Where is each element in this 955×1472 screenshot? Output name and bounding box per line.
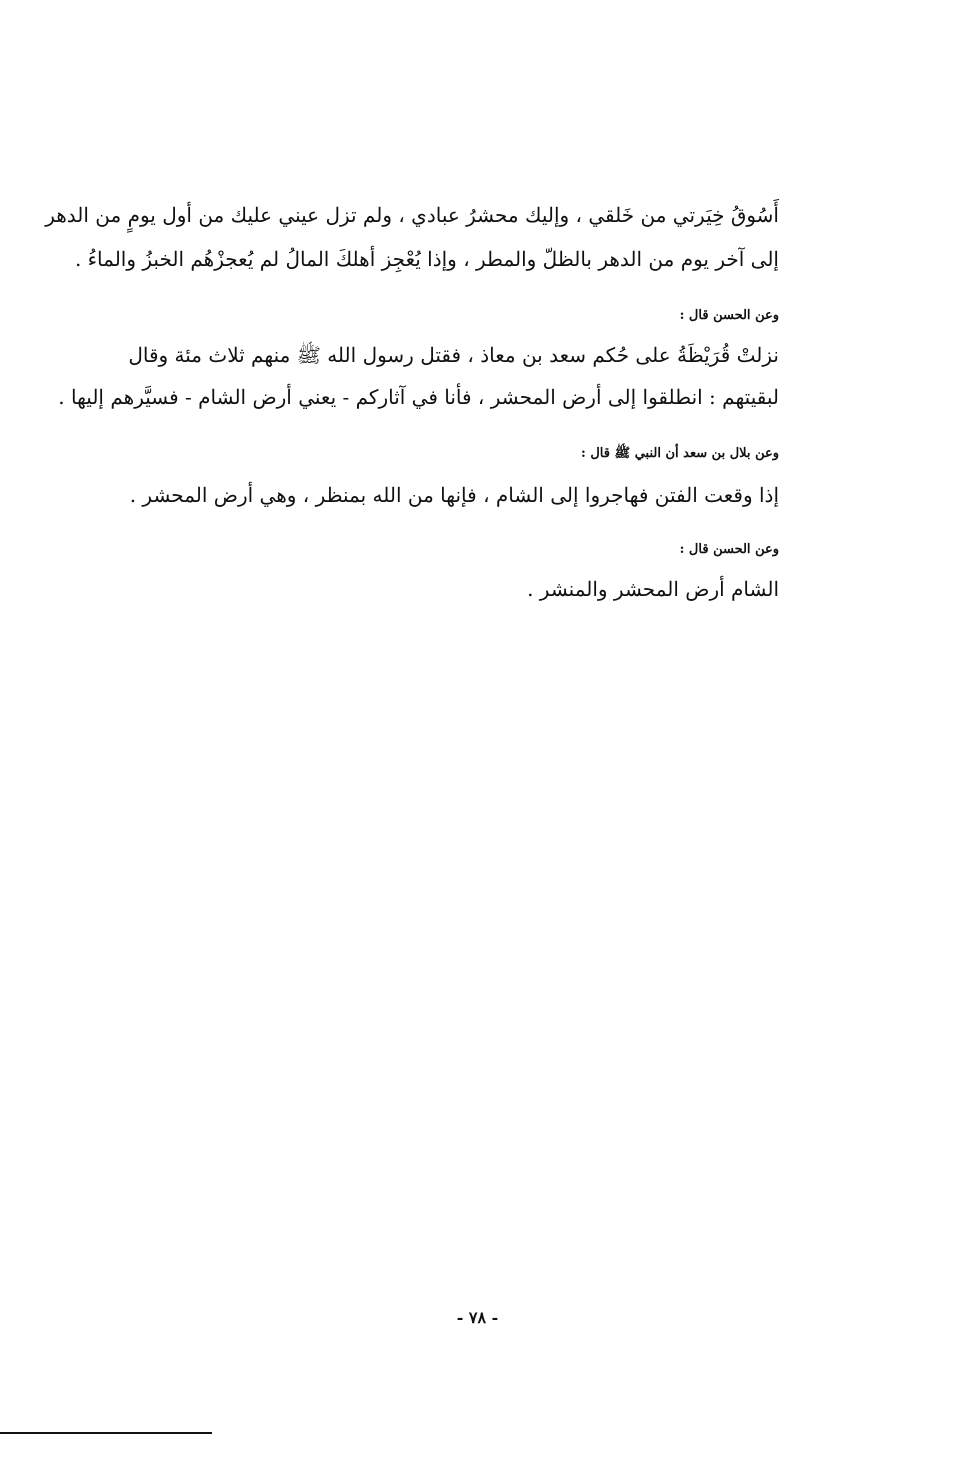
paragraph-2-line-2: لبقيتهم : انطلقوا إلى أرض المحشر ، فأنا في آثاركم - يعني أرض الشام - فسيَّرهم إليها . xyxy=(58,385,779,409)
footer-rule xyxy=(0,1432,212,1434)
paragraph-3-line-1: إذا وقعت الفتن فهاجروا إلى الشام ، فإنها من الله بمنظر ، وهي أرض المحشر . xyxy=(129,483,779,507)
paragraph-4-line-1: الشام أرض المحشر والمنشر . xyxy=(527,577,779,601)
paragraph-1-line-2: إلى آخر يوم من الدهر بالظلّ والمطر ، وإذا يُعْجِز أهلكَ المالُ لم يُعجزْهُم الخبزُ والماءُ . xyxy=(74,247,779,271)
paragraph-4-heading: وعن الحسن قال : xyxy=(679,542,779,557)
paragraph-2-line-1: نزلتْ قُرَيْظَةُ على حُكم سعد بن معاذ ، فقتل رسول الله ﷺ منهم ثلاث مئة وقال xyxy=(128,343,779,367)
paragraph-1-line-1: أَسُوقُ خِيَرتي من خَلقي ، وإليك محشرُ عبادي ، ولم تزل عيني عليك من أول يومٍ من الدهر xyxy=(45,203,779,227)
page-number: - ٧٨ - xyxy=(456,1308,499,1327)
paragraph-3-heading: وعن بلال بن سعد أن النبي ﷺ قال : xyxy=(581,446,779,461)
paragraph-2-heading: وعن الحسن قال : xyxy=(679,308,779,323)
